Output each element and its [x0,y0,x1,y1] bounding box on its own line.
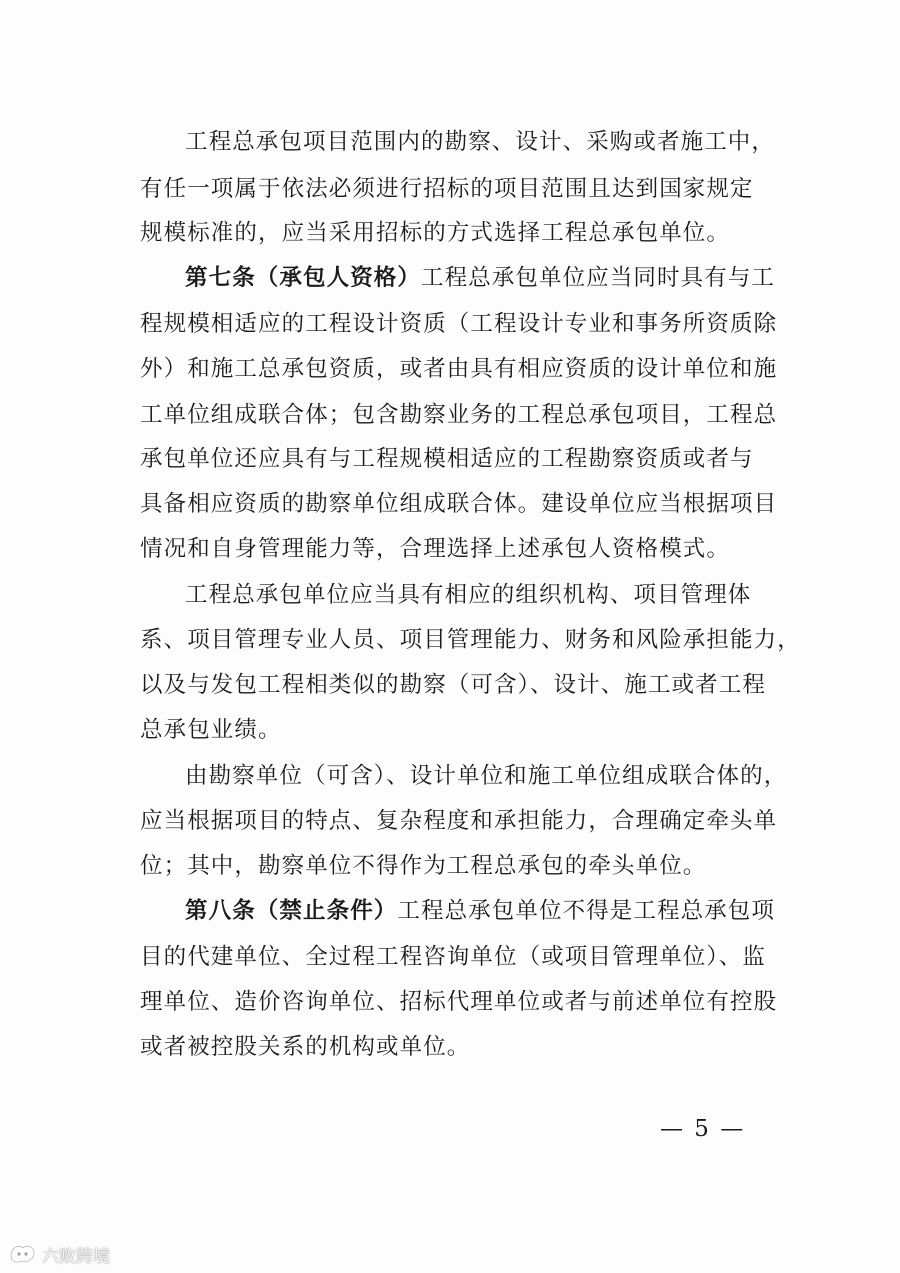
watermark-text: 六败跨境 [42,1246,110,1267]
paragraph-line: 工单位组成联合体；包含勘察业务的工程总承包项目，工程总 [140,402,778,428]
paragraph-line: 工程总承包单位应当具有相应的组织机构、项目管理体 [185,582,752,608]
paragraph-line: 承包单位还应具有与工程规模相适应的工程勘察资质或者与 [140,446,754,472]
paragraph-line: 目的代建单位、全过程工程咨询单位（或项目管理单位）、监 [140,944,766,970]
paragraph-line: 以及与发包工程相类似的勘察（可含）、设计、施工或者工程 [140,672,766,698]
paragraph-line: 总承包业绩。 [140,717,282,743]
paragraph-line: 规模标准的，应当采用招标的方式选择工程总承包单位。 [140,220,731,246]
watermark [8,1240,110,1268]
paragraph-line: 工程总承包项目范围内的勘察、设计、采购或者施工中， [185,129,776,155]
paragraph-line: 有任一项属于依法必须进行招标的项目范围且达到国家规定 [140,176,754,202]
page-number: — 5 — [660,1116,746,1142]
paragraph-text: 工程总承包单位应当同时具有与工 [421,265,776,291]
paragraph-line: 外）和施工总承包资质，或者由具有相应资质的设计单位和施 [140,356,778,382]
paragraph-line: 程规模相适应的工程设计资质（工程设计专业和事务所资质除 [140,311,778,337]
paragraph-line: 应当根据项目的特点、复杂程度和承担能力，合理确定牵头单 [140,808,778,834]
paragraph-text: 工程总承包单位不得是工程总承包项 [397,898,776,924]
paragraph-line: 由勘察单位（可含）、设计单位和施工单位组成联合体的， [185,763,788,789]
paragraph-line: 位；其中，勘察单位不得作为工程总承包的牵头单位。 [140,853,707,879]
paragraph-line: 具备相应资质的勘察单位组成联合体。建设单位应当根据项目 [140,491,778,517]
paragraph-line: 或者被控股关系的机构或单位。 [140,1034,471,1060]
paragraph-line: 情况和自身管理能力等，合理选择上述承包人资格模式。 [140,536,731,562]
article-7-heading: 第七条（承包人资格） [185,265,422,291]
article-7-line [185,263,776,293]
watermark-logo-icon [8,1242,38,1266]
article-8-line [185,896,776,926]
paragraph-line: 理单位、造价咨询单位、招标代理单位或者与前述单位有控股 [140,989,778,1015]
paragraph-line: 系、项目管理专业人员、项目管理能力、财务和风险承担能力， [140,627,801,653]
article-8-heading: 第八条（禁止条件） [185,898,398,924]
